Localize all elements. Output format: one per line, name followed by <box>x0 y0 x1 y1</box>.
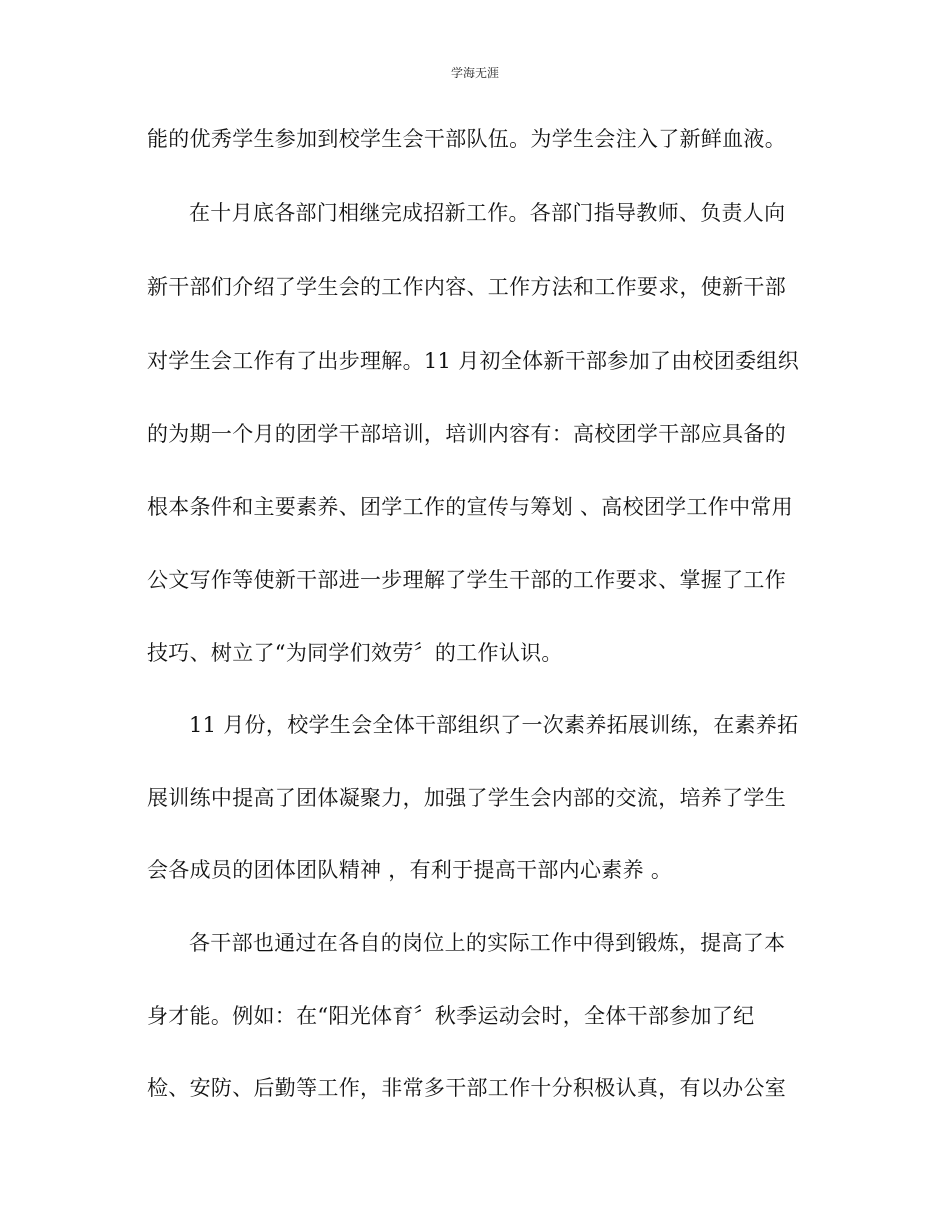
text-line: 展训练中提高了团体凝聚力，加强了学生会内部的交流，培养了学生 <box>147 786 786 810</box>
text-line: 公文写作等使新干部进一步理解了学生干部的工作要求、掌握了工作 <box>147 568 786 592</box>
text-line: 会各成员的团体团队精神 ，有利于提高干部内心素养 。 <box>147 858 673 882</box>
text-line: 能的优秀学生参加到校学生会干部队伍。为学生会注入了新鲜血液。 <box>147 127 786 151</box>
text-line: 在十月底各部门相继完成招新工作。各部门指导教师、负责人向 <box>189 201 786 225</box>
text-line: 技巧、树立了“为同学们效劳〞的工作认识。 <box>147 641 563 665</box>
text-line: 各干部也通过在各自的岗位上的实际工作中得到锻炼，提高了本 <box>189 931 786 955</box>
text-line: 检、安防、后勤等工作，非常多干部工作十分积极认真，有以办公室 <box>147 1076 786 1100</box>
text-line: 身才能。例如：在“阳光体育〞秋季运动会时，全体干部参加了纪 <box>147 1004 755 1028</box>
text-line: 对学生会工作有了出步理解。11 月初全体新干部参加了由校团委组织 <box>147 349 799 373</box>
text-line: 11 月份，校学生会全体干部组织了一次素养拓展训练，在素养拓 <box>189 713 799 737</box>
text-line: 根本条件和主要素养、团学工作的宣传与筹划 、高校团学工作中常用 <box>147 495 793 519</box>
page-header: 学海无涯 <box>450 66 499 80</box>
text-line: 的为期一个月的团学干部培训，培训内容有：高校团学干部应具备的 <box>147 422 786 446</box>
text-line: 新干部们介绍了学生会的工作内容、工作方法和工作要求，使新干部 <box>147 275 786 299</box>
